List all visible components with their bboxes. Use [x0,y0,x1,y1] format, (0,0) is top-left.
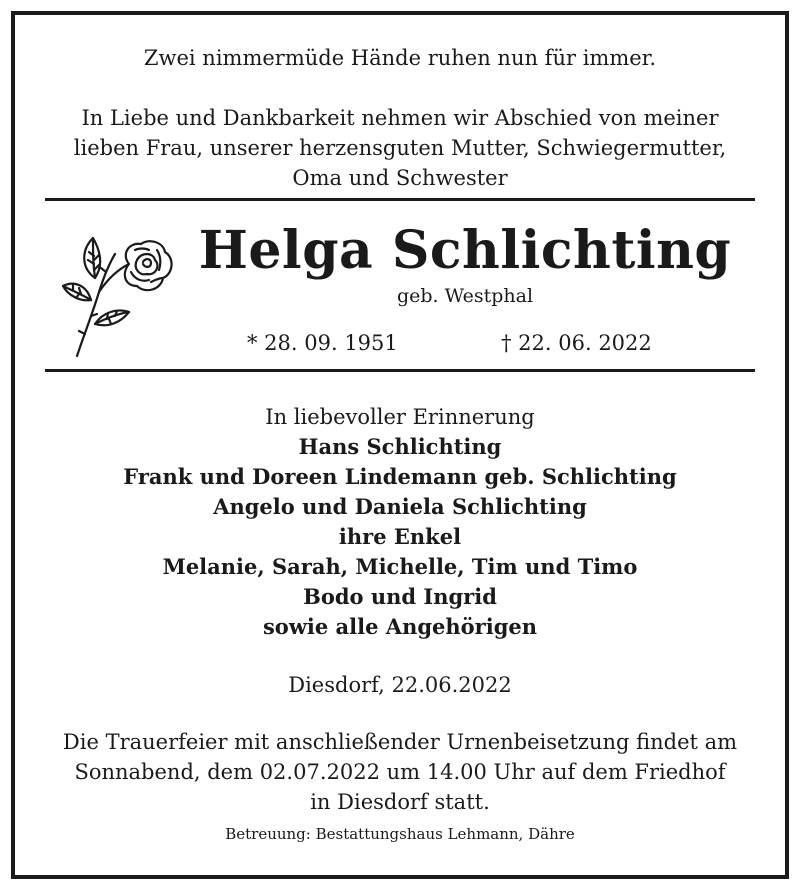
rose-icon [51,220,179,360]
mourner-line: Hans Schlichting [298,434,502,459]
service-line: Die Trauerfeier mit anschließender Urnenbeisetzung findet am [62,730,738,754]
mourner-line: sowie alle Angehörigen [262,614,538,639]
funeral-service-notice [15,727,785,817]
mourner-line: Melanie, Sarah, Michelle, Tim und Timo [162,554,638,579]
dedication-line: Oma und Schwester [292,166,508,190]
mourner-line: Frank und Doreen Lindemann geb. Schlichting [123,464,677,489]
deceased-name: Helga Schlichting [198,220,732,281]
service-line: in Diesdorf statt. [310,790,490,814]
top-divider [45,198,755,201]
mourners-section [15,402,785,642]
dedication-text [15,103,785,193]
dedication-line: In Liebe und Dankbarkeit nehmen wir Abschied von meiner [81,106,719,130]
mourner-line: Bodo und Ingrid [303,584,497,609]
funeral-home-credit: Betreuung: Bestattungshaus Lehmann, Dähre [225,825,575,843]
maiden-name: geb. Westphal [396,285,534,307]
bottom-divider [45,369,755,372]
birth-date: * 28. 09. 1951 [247,331,398,355]
place-and-date: Diesdorf, 22.06.2022 [288,673,512,697]
death-date: † 22. 06. 2022 [501,331,652,355]
service-line: Sonnabend, dem 02.07.2022 um 14.00 Uhr auf dem Friedhof [74,760,726,784]
memory-heading: In liebevoller Erinnerung [265,405,535,429]
dedication-line: lieben Frau, unserer herzensguten Mutter, Schwiegermutter, [73,136,727,160]
mourner-line: Angelo und Daniela Schlichting [213,494,587,519]
mourner-line: ihre Enkel [338,524,462,549]
intro-verse: Zwei nimmermüde Hände ruhen nun für immer. [143,46,657,70]
obituary-frame [11,11,789,879]
